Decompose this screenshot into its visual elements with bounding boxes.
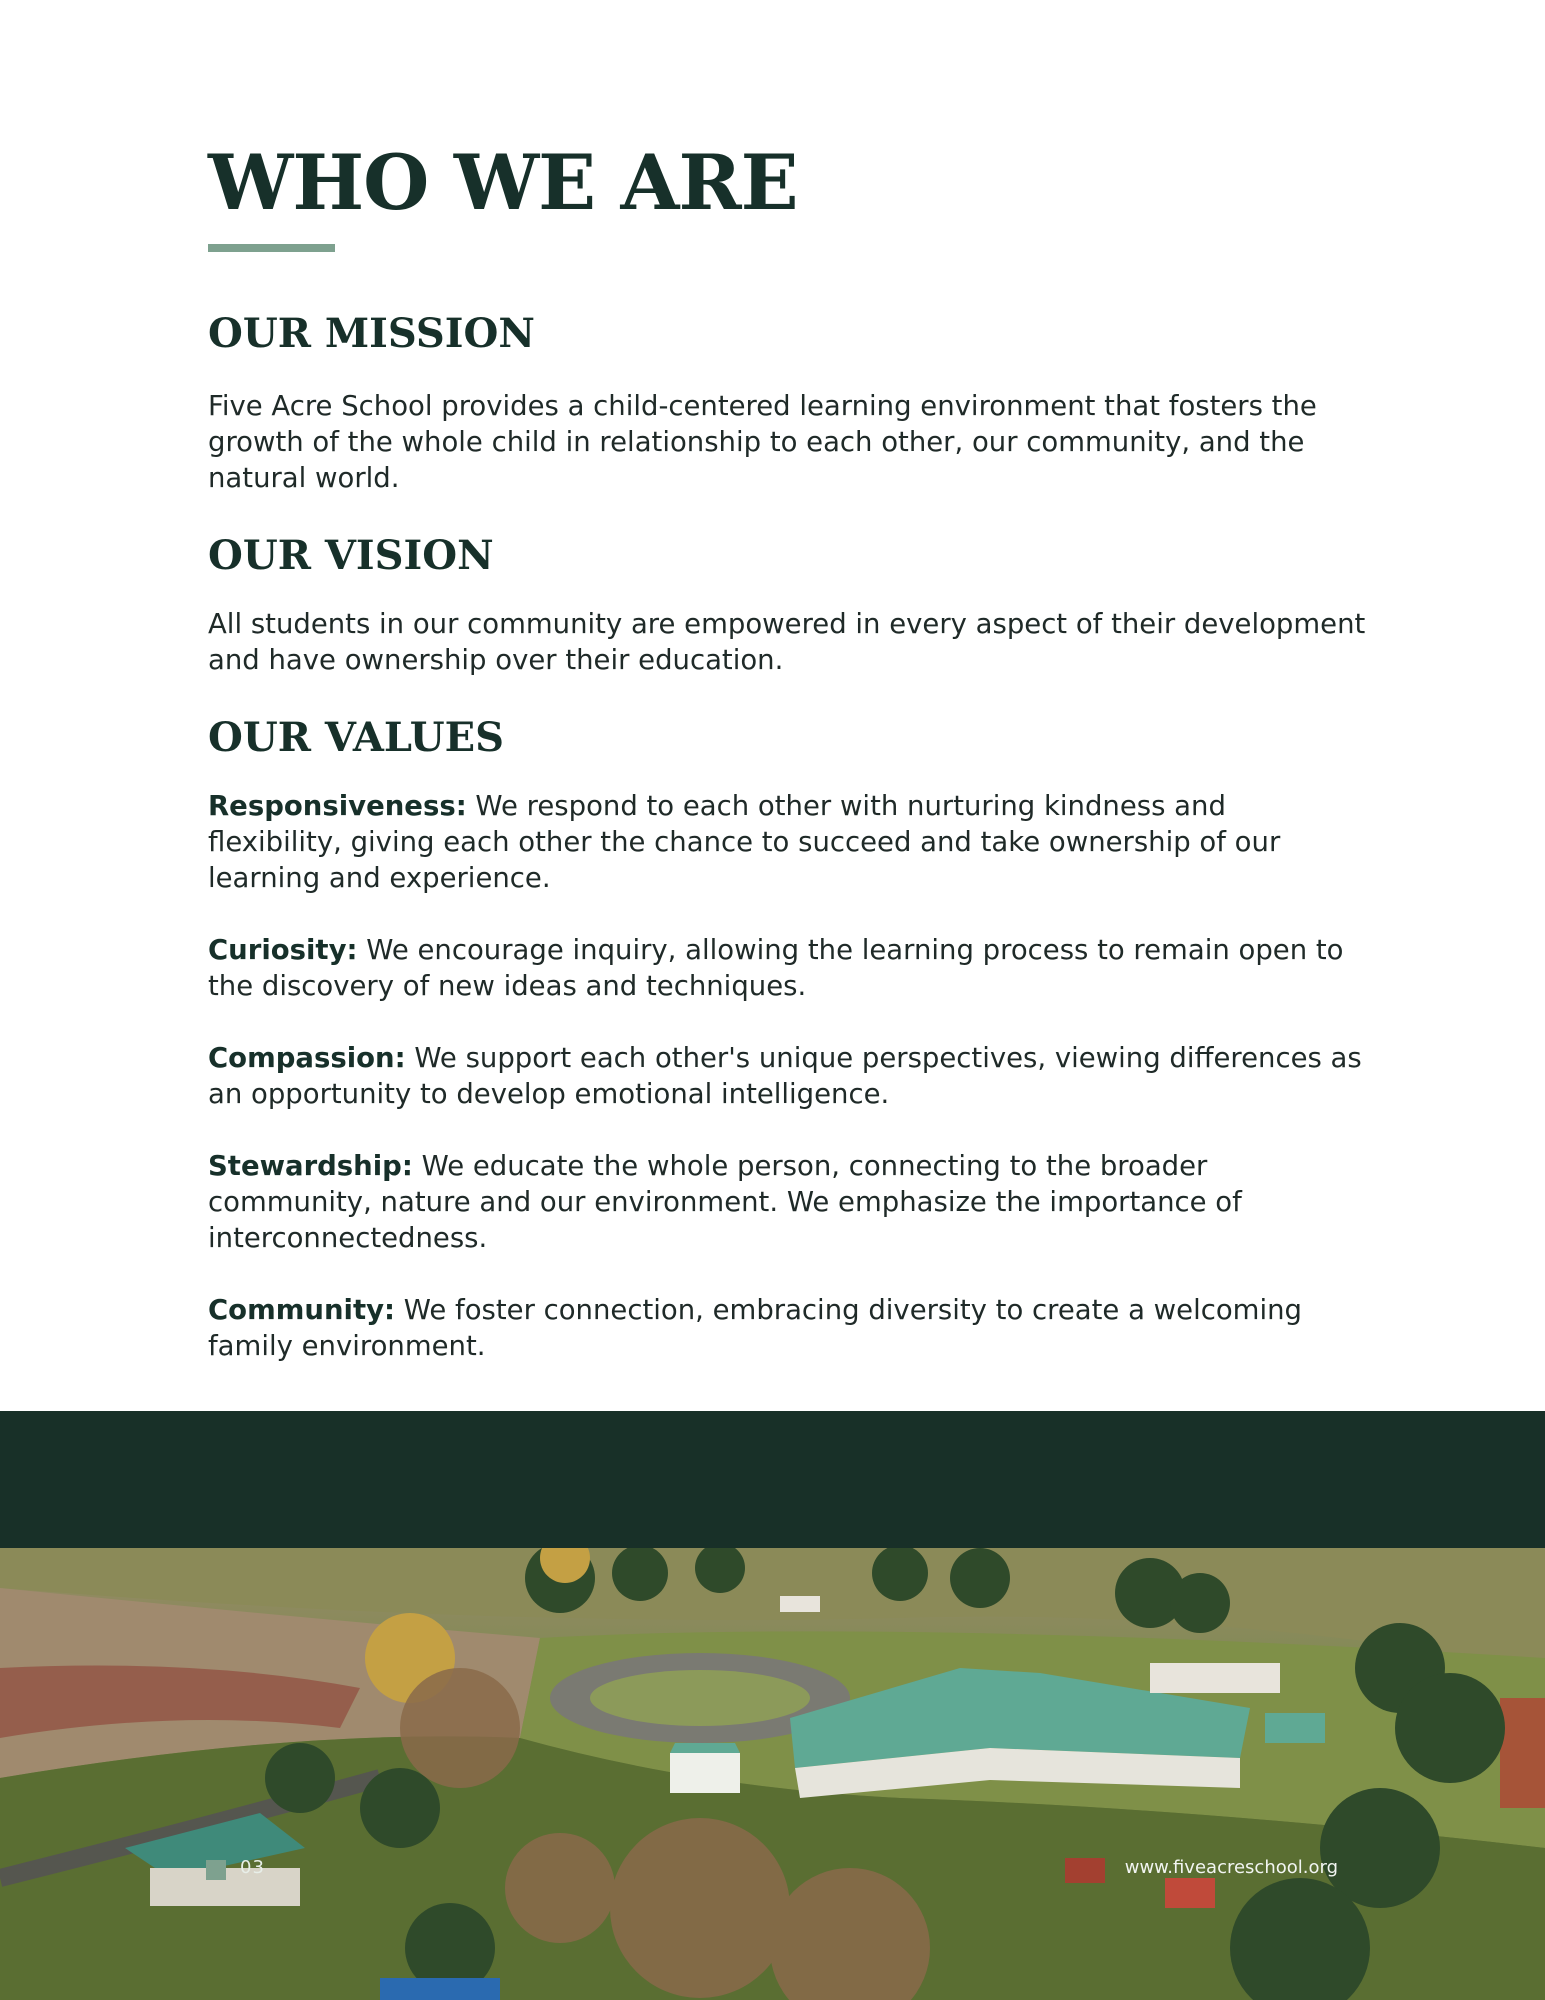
page-number: 03 — [240, 1857, 265, 1878]
values-list — [208, 788, 1368, 1364]
value-description: We encourage inquiry, allowing the learning process to remain open to the discovery of new ideas and techniques. — [208, 934, 1344, 1002]
value-term: Responsiveness: — [208, 790, 467, 822]
vision-text: All students in our community are empowered in every aspect of their development and have ownership over their education. — [208, 608, 1366, 676]
value-term: Stewardship: — [208, 1150, 413, 1182]
value-description: We support each other's unique perspectives, viewing differences as an opportunity to develop emotional intelligence. — [208, 1042, 1362, 1110]
value-community — [208, 1292, 1368, 1364]
vision-heading: OUR VISION — [208, 532, 494, 579]
page-footer — [0, 1850, 1545, 1890]
value-description: We educate the whole person, connecting to the broader community, nature and our environment. We emphasize the importance of interconnectedness. — [208, 1150, 1242, 1254]
values-heading: OUR VALUES — [208, 714, 505, 761]
value-compassion — [208, 1040, 1368, 1112]
aerial-photo-illustration — [0, 1548, 1545, 2000]
page-number-marker — [206, 1860, 226, 1880]
title-underline — [208, 244, 335, 252]
page-title: WHO WE ARE — [208, 138, 798, 227]
mission-text: Five Acre School provides a child-centered learning environment that fosters the growth of the whole child in relationship to each other, our community, and the natural world. — [208, 390, 1317, 494]
value-term: Community: — [208, 1294, 396, 1326]
dark-green-band — [0, 1411, 1545, 1548]
website-link[interactable]: www.fiveacreschool.org — [1124, 1857, 1338, 1878]
aerial-campus-photo — [0, 1548, 1545, 2000]
value-stewardship — [208, 1148, 1368, 1256]
value-description: We respond to each other with nurturing kindness and flexibility, giving each other the chance to succeed and take ownership of our learning and experience. — [208, 790, 1281, 894]
value-term: Curiosity: — [208, 934, 358, 966]
main-content — [208, 138, 1368, 1364]
mission-heading: OUR MISSION — [208, 310, 535, 357]
value-curiosity — [208, 932, 1368, 1004]
value-description: We foster connection, embracing diversity to create a welcoming family environment. — [208, 1294, 1302, 1362]
value-term: Compassion: — [208, 1042, 406, 1074]
value-responsiveness — [208, 788, 1368, 896]
